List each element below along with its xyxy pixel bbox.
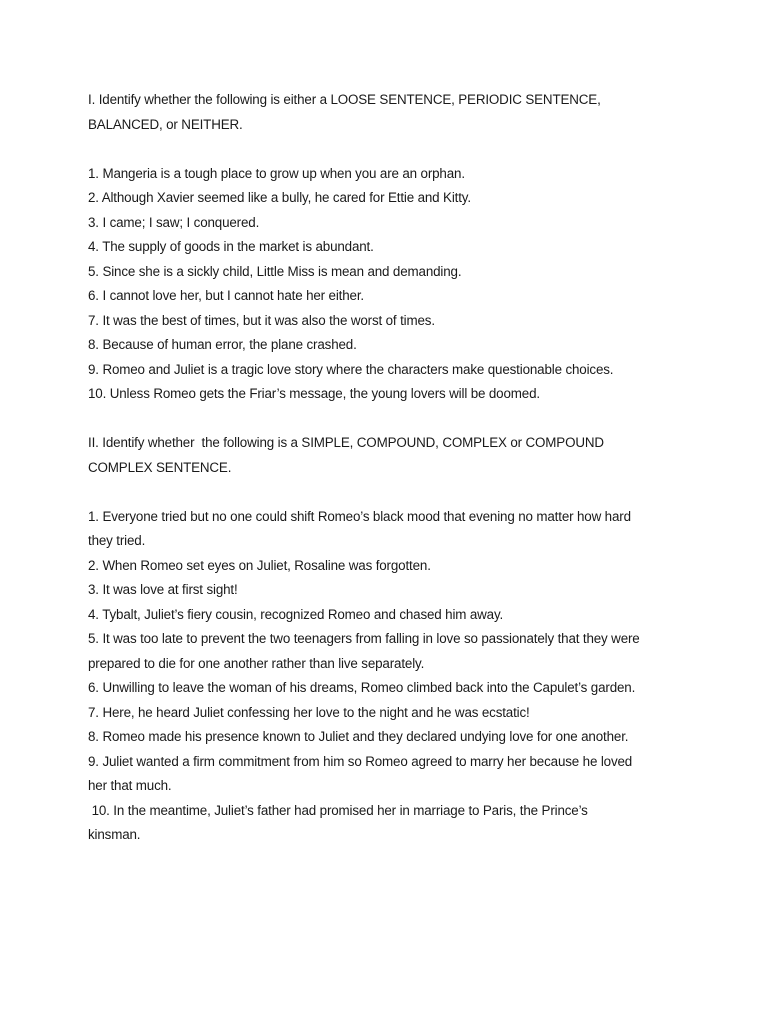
section-heading <box>88 88 708 137</box>
list-item <box>88 799 708 848</box>
question-list <box>88 162 708 407</box>
heading-line: COMPLEX SENTENCE. <box>88 459 232 475</box>
section-heading <box>88 431 708 480</box>
list-item <box>88 382 708 407</box>
list-item-line: 3. It was love at first sight! <box>88 582 238 597</box>
document-page <box>88 88 708 848</box>
heading-line: BALANCED, or NEITHER. <box>88 116 243 132</box>
list-item <box>88 578 708 603</box>
list-item <box>88 284 708 309</box>
list-item-line: kinsman. <box>88 827 141 842</box>
list-item <box>88 725 708 750</box>
blank-line <box>88 137 708 162</box>
list-item-line: 9. Romeo and Juliet is a tragic love story where the characters make questionable choices. <box>88 361 614 377</box>
list-item-line: 7. Here, he heard Juliet confessing her love to the night and he was ecstatic! <box>88 704 530 720</box>
list-item-line: 2. When Romeo set eyes on Juliet, Rosaline was forgotten. <box>88 557 431 573</box>
list-item-line: 5. Since she is a sickly child, Little Miss is mean and demanding. <box>88 263 462 279</box>
list-item-line: 4. The supply of goods in the market is abundant. <box>88 239 374 254</box>
list-item-line: 5. It was too late to prevent the two teenagers from falling in love so passionately that they were <box>88 631 640 646</box>
list-item <box>88 358 708 383</box>
list-item <box>88 211 708 236</box>
list-item <box>88 676 708 701</box>
list-item-line: they tried. <box>88 533 146 548</box>
list-item <box>88 260 708 285</box>
list-item-line: 8. Romeo made his presence known to Juliet and they declared undying love for one another. <box>88 729 629 744</box>
list-item-line: 9. Juliet wanted a firm commitment from him so Romeo agreed to marry her because he loved <box>88 753 633 769</box>
list-item <box>88 750 708 799</box>
list-item-line: prepared to die for one another rather than live separately. <box>88 655 425 671</box>
list-item-line: 10. In the meantime, Juliet’s father had promised her in marriage to Paris, the Prince’s <box>88 802 588 818</box>
list-item-line: 7. It was the best of times, but it was also the worst of times. <box>88 312 435 328</box>
list-item-line: 10. Unless Romeo gets the Friar’s message, the young lovers will be doomed. <box>88 386 540 401</box>
list-item <box>88 333 708 358</box>
list-item-line: her that much. <box>88 778 172 793</box>
heading-line: II. Identify whether the following is a SIMPLE, COMPOUND, COMPLEX or COMPOUND <box>88 435 604 450</box>
list-item-line: 6. Unwilling to leave the woman of his dreams, Romeo climbed back into the Capulet’s garden. <box>88 680 636 695</box>
list-item <box>88 235 708 260</box>
blank-line <box>88 480 708 505</box>
list-item-line: 3. I came; I saw; I conquered. <box>88 214 260 230</box>
list-item-line: 1. Everyone tried but no one could shift Romeo’s black mood that evening no matter how hard <box>88 508 631 524</box>
list-item-line: 6. I cannot love her, but I cannot hate her either. <box>88 288 364 303</box>
blank-line <box>88 407 708 432</box>
list-item-line: 8. Because of human error, the plane crashed. <box>88 337 357 352</box>
list-item <box>88 505 708 554</box>
list-item-line: 1. Mangeria is a tough place to grow up when you are an orphan. <box>88 165 465 181</box>
question-list <box>88 505 708 848</box>
list-item <box>88 554 708 579</box>
heading-line: I. Identify whether the following is either a LOOSE SENTENCE, PERIODIC SENTENCE, <box>88 92 601 107</box>
list-item <box>88 186 708 211</box>
list-item-line: 4. Tybalt, Juliet’s fiery cousin, recognized Romeo and chased him away. <box>88 606 504 622</box>
list-item-line: 2. Although Xavier seemed like a bully, he cared for Ettie and Kitty. <box>88 190 471 205</box>
list-item <box>88 701 708 726</box>
list-item <box>88 627 708 676</box>
list-item <box>88 603 708 628</box>
list-item <box>88 309 708 334</box>
list-item <box>88 162 708 187</box>
